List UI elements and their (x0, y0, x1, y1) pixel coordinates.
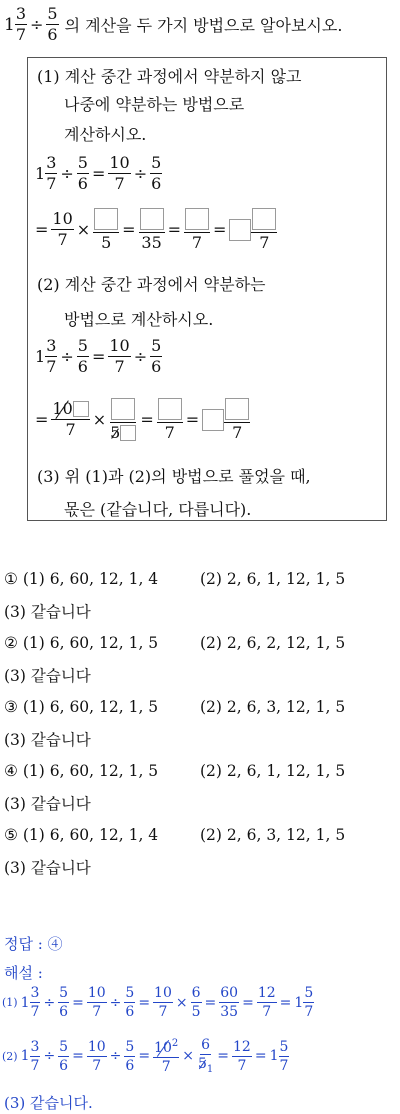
fraction: 7 (157, 398, 183, 441)
blank-box[interactable] (225, 398, 249, 420)
equals-sign: = (35, 410, 49, 429)
fraction: $\frac{5}{6}$ (59, 1038, 69, 1074)
choice-part1: (1) 6, 60, 12, 1, 4 (22, 570, 159, 588)
choice-mark: ① (4, 570, 18, 588)
equals-sign: = (91, 164, 106, 183)
mixed-whole: 1 (4, 14, 15, 35)
equals-sign: = (72, 1048, 84, 1065)
part1-equation-1 (35, 155, 162, 192)
times-sign: × (92, 410, 107, 429)
fraction: $\frac{10}{7}$ (109, 336, 130, 376)
fraction: $\frac{5}{6}$ (125, 1038, 135, 1074)
fraction: $\frac{12}{7}$ (233, 1038, 251, 1074)
part1-instruction-line2: 나중에 약분하는 방법으로 (64, 95, 245, 114)
part2-equation-1 (35, 338, 162, 375)
fraction: $\frac{5}{6}$ (77, 153, 88, 193)
choice-mark: ④ (4, 762, 18, 780)
fraction: $\frac{3}{7}$ (30, 1038, 40, 1074)
fraction: $\frac{3}{7}$ (15, 4, 27, 44)
divide-sign: ÷ (133, 164, 148, 183)
blank-box[interactable] (73, 401, 89, 417)
equals-sign: = (122, 220, 136, 239)
question-stem (4, 6, 342, 43)
fraction: 7 (184, 208, 210, 251)
fraction: $\frac{5}{6}$ (125, 985, 135, 1020)
choice-part2: (2) 2, 6, 1, 12, 1, 5 (200, 762, 346, 780)
blank-box[interactable] (158, 398, 182, 420)
fraction: $\frac{10}{7}$ (51, 401, 89, 438)
fraction: $\frac{12}{7}$ (257, 985, 276, 1020)
reduced-number: 2 (171, 1038, 179, 1050)
equals-sign: = (204, 994, 217, 1011)
choice-part2: (2) 2, 6, 3, 12, 1, 5 (200, 698, 346, 716)
fraction: $\frac{5}{7}$ (279, 1038, 289, 1074)
mixed-whole: 1 (294, 994, 304, 1011)
divide-sign: ÷ (109, 994, 122, 1011)
fraction: 5 (93, 208, 119, 251)
fraction: $\frac{5}{7}$ (304, 985, 314, 1020)
equals-sign: = (138, 994, 151, 1011)
fraction: $\frac{60}{35}$ (220, 985, 239, 1020)
part2-instruction-line2: 방법으로 계산하시오. (64, 310, 214, 329)
choice-mark: ② (4, 634, 18, 652)
question-text: 의 계산을 두 가지 방법으로 알아보시오. (64, 16, 343, 35)
cancelled-number: 10 (52, 399, 73, 418)
reduced-number: 1 (206, 1063, 214, 1075)
part2-equation-2 (35, 398, 250, 441)
fraction: 7 (251, 208, 277, 251)
fraction: $\frac{10^2}{7}$ (154, 1038, 179, 1075)
blank-box[interactable] (94, 208, 118, 230)
mixed-whole: 1 (35, 347, 46, 366)
choice-part3: (3) 같습니다 (4, 859, 91, 877)
explanation-3: (3) 같습니다. (4, 1094, 93, 1112)
fraction: 7 (224, 398, 250, 441)
part1-equation-2 (35, 208, 277, 251)
equals-sign: = (167, 220, 181, 239)
blank-box[interactable] (202, 409, 224, 431)
choice-part2: (2) 2, 6, 3, 12, 1, 5 (200, 826, 346, 844)
choice-part1: (1) 6, 60, 12, 1, 4 (22, 826, 159, 844)
choice-part3: (3) 같습니다 (4, 795, 91, 813)
cancelled-number: 5 (197, 1056, 207, 1072)
part-tag: (1) (2, 996, 18, 1009)
fraction: $\frac{10}{7}$ (154, 985, 172, 1020)
divide-sign: ÷ (30, 15, 44, 34)
explanation-2 (2, 1038, 289, 1075)
cancelled-number: 5 (110, 423, 121, 442)
divide-sign: ÷ (109, 1048, 122, 1065)
fraction: $\frac{5}{6}$ (151, 336, 162, 376)
fraction: $\frac{5}{6}$ (151, 153, 162, 193)
divide-sign: ÷ (43, 994, 56, 1011)
fraction: $\frac{5}{6}$ (59, 985, 69, 1020)
choice-mark: ③ (4, 698, 18, 716)
fraction: $\frac{6}{5_1}$ (197, 1037, 214, 1075)
fraction: $\frac{5}{6}$ (77, 336, 88, 376)
fraction: $\frac{3}{7}$ (46, 153, 57, 193)
choice-mark: ⑤ (4, 826, 18, 844)
equals-sign: = (185, 410, 200, 429)
equals-sign: = (212, 220, 227, 239)
equals-sign: = (217, 1048, 230, 1065)
choice-4[interactable] (4, 762, 158, 780)
fraction: $\frac{10}{7}$ (52, 209, 73, 249)
mixed-whole: 1 (20, 994, 30, 1011)
fraction: $\frac{10}{7}$ (109, 153, 130, 193)
equals-sign: = (140, 410, 154, 429)
equals-sign: = (254, 1048, 267, 1065)
explanation-1 (2, 986, 314, 1019)
choice-2[interactable] (4, 634, 158, 652)
blank-box[interactable] (111, 398, 135, 420)
fraction: $\frac{3}{7}$ (30, 985, 40, 1020)
blank-box[interactable] (185, 208, 209, 230)
fraction: $\frac{10}{7}$ (87, 985, 106, 1020)
part-tag: (2) (2, 1049, 18, 1063)
blank-box[interactable] (140, 208, 164, 230)
mixed-whole: 1 (269, 1048, 279, 1065)
times-sign: × (175, 994, 188, 1011)
choice-5[interactable] (4, 826, 158, 844)
divide-sign: ÷ (60, 164, 74, 183)
part2-instruction-line1: (2) 계산 중간 과정에서 약분하는 (37, 275, 266, 294)
divide-sign: ÷ (43, 1048, 56, 1065)
choice-3[interactable] (4, 698, 158, 716)
mixed-whole: 1 (20, 1048, 30, 1065)
divide-sign: ÷ (60, 347, 74, 366)
divide-sign: ÷ (133, 347, 148, 366)
part3-instruction-line2: 몫은 (같습니다, 다릅니다). (64, 500, 252, 519)
fraction: 35 (139, 208, 165, 251)
equals-sign: = (279, 994, 292, 1011)
blank-box[interactable] (120, 425, 136, 441)
fraction: $\frac{3}{7}$ (46, 336, 57, 376)
blank-box[interactable] (252, 208, 276, 230)
explanation-label: 해설 : (4, 964, 43, 982)
times-sign: × (182, 1048, 194, 1065)
fraction: $\frac{10}{7}$ (87, 1038, 106, 1074)
choice-part1: (1) 6, 60, 12, 1, 5 (22, 698, 159, 716)
cancelled-number: 10 (154, 1039, 172, 1056)
choice-1[interactable] (4, 570, 158, 588)
equals-sign: = (35, 220, 49, 239)
equals-sign: = (138, 1048, 151, 1065)
equals-sign: = (242, 994, 254, 1011)
choice-part3: (3) 같습니다 (4, 667, 91, 685)
equals-sign: = (91, 347, 106, 366)
choice-part1: (1) 6, 60, 12, 1, 5 (22, 762, 159, 780)
choice-part3: (3) 같습니다 (4, 603, 91, 621)
blank-box[interactable] (229, 219, 251, 241)
mixed-whole: 1 (35, 164, 46, 183)
fraction: $\frac{5}{6}$ (47, 4, 58, 44)
answer-label: 정답 : ④ (4, 935, 63, 953)
part3-instruction-line1: (3) 위 (1)과 (2)의 방법으로 풀었을 때, (37, 467, 311, 486)
choice-part3: (3) 같습니다 (4, 731, 91, 749)
choice-part2: (2) 2, 6, 2, 12, 1, 5 (200, 634, 346, 652)
part1-instruction-line1: (1) 계산 중간 과정에서 약분하지 않고 (37, 67, 302, 86)
part1-instruction-line3: 계산하시오. (64, 125, 147, 144)
fraction (109, 398, 137, 441)
choice-part2: (2) 2, 6, 1, 12, 1, 5 (200, 570, 346, 588)
equals-sign: = (72, 994, 84, 1011)
times-sign: × (76, 220, 91, 239)
choice-part1: (1) 6, 60, 12, 1, 5 (22, 634, 159, 652)
fraction: $\frac{6}{5}$ (191, 985, 201, 1020)
